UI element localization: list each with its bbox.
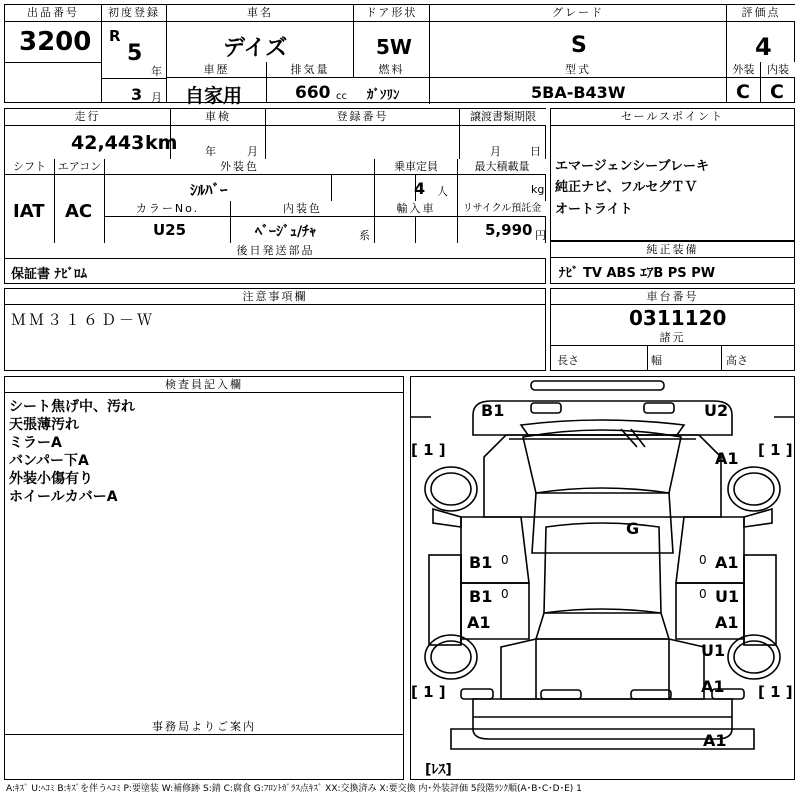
car-name-label: 車名 <box>167 5 354 22</box>
ext-score: C <box>736 81 750 103</box>
sales-point-3: オートライト <box>555 202 633 217</box>
sales-point-2: 純正ナビ、フルセグＴＶ <box>555 180 698 195</box>
tire-rear-left: [ 1 ] <box>411 683 446 701</box>
mark-zero-3: 0 <box>501 587 509 601</box>
model-code: 5BA-B43W <box>531 83 626 102</box>
damage-mark-a1-sill-right: A1 <box>715 613 739 632</box>
kg-unit: kg <box>531 183 545 196</box>
shift-label: シフト <box>5 159 55 175</box>
damage-mark-a1-sill-left: A1 <box>467 613 491 632</box>
chassis-number: 0311120 <box>629 306 727 330</box>
cc-unit: cc <box>336 91 347 102</box>
door-label: ドア形状 <box>354 5 430 22</box>
history-label: 車歴 <box>167 62 267 78</box>
displacement-label: 排気量 <box>267 62 354 78</box>
inspection-label: 車検 <box>171 109 266 126</box>
damage-mark-a1-bumper-rear: A1 <box>703 731 727 750</box>
capacity-label: 乗車定員 <box>375 159 458 175</box>
notes-label: 注意事項欄 <box>5 289 545 305</box>
height-label: 高さ <box>726 354 748 367</box>
ext-score-label: 外装 <box>727 62 761 78</box>
damage-mark-u2-front-right: U2 <box>704 401 729 420</box>
shift: IAT <box>13 201 45 222</box>
color-no-label: カラーNo. <box>105 201 231 217</box>
sales-points-label: セールスポイント <box>551 109 794 126</box>
inspector-note-1: シート焦げ中、汚れ <box>9 399 135 415</box>
year-unit: 年 <box>151 65 162 78</box>
inspector-note-4: バンパー下A <box>9 453 89 469</box>
person-unit: 人 <box>437 185 448 198</box>
damage-mark-b1-door-rear-left: B1 <box>469 587 493 606</box>
inspector-note-5: 外装小傷有り <box>9 471 93 487</box>
inspector-block <box>4 376 404 780</box>
spare-tire: [ﾚｽ] <box>425 762 452 778</box>
exterior-color: ｼﾙﾊﾞｰ <box>190 181 228 199</box>
air-conditioner: AC <box>65 201 93 222</box>
grade: S <box>571 33 587 58</box>
equipment-label: 純正装備 <box>551 242 794 258</box>
mileage: 42,443 <box>71 132 145 154</box>
damage-mark-a1-fender-right: A1 <box>715 449 739 468</box>
damage-mark-b1-door-front-left: B1 <box>469 553 493 572</box>
displacement: 660 <box>295 83 331 103</box>
notes: ＭＭ３１６Ｄ－Ｗ <box>11 311 156 329</box>
equipment: ﾅﾋﾞ TV ABS ｴｱB PS PW <box>559 266 716 281</box>
mark-zero-4: 0 <box>699 587 707 601</box>
width-label: 幅 <box>651 354 662 367</box>
later-parts-label: 後日発送部品 <box>5 243 546 259</box>
interior-color: ﾍﾞｰｼﾞｭ/ﾁｬ <box>255 224 317 240</box>
notes-block <box>4 288 546 371</box>
damage-legend: A:ｷｽﾞ U:ﾍｺﾐ B:ｷｽﾞを伴うﾍｺﾐ P:要塗装 W:補修跡 S:錆 C:腐食 G:ﾌﾛﾝﾄｶﾞﾗｽ点ｷｽﾞ XX:交換済み X:要交換 内･外装評価 5段階ﾗﾝｸ順(A･B･C･D･E) 1 <box>6 784 582 794</box>
office-label: 事務局よりご案内 <box>5 719 403 735</box>
load-label: 最大積載量 <box>458 159 546 175</box>
kei-unit: 系 <box>359 229 370 242</box>
chassis-label: 車台番号 <box>551 289 794 305</box>
score-label: 評価点 <box>727 5 795 22</box>
reg-month: 3 <box>131 85 143 104</box>
vehicle-details-block <box>4 108 546 284</box>
transfer-label: 譲渡書類期限 <box>460 109 546 126</box>
yen-unit: 円 <box>535 229 546 242</box>
fuel: ｶﾞｿﾘﾝ <box>367 88 400 103</box>
damage-mark-a1-rear-right: A1 <box>701 677 725 696</box>
int-color-label: 内装色 <box>231 201 375 217</box>
damage-mark-u1-quarter-right: U1 <box>701 641 726 660</box>
car-name: デイズ <box>223 36 288 61</box>
damage-mark-a1-door-front-right: A1 <box>715 553 739 572</box>
tire-rear-right: [ 1 ] <box>758 683 793 701</box>
recycle-label: リサイクル預託金 <box>458 201 546 217</box>
first-reg-label: 初度登録 <box>102 5 167 22</box>
sales-points-block <box>550 108 795 241</box>
sales-point-1: エマージェンシーブレーキ <box>555 159 709 174</box>
inspector-note-2: 天張薄汚れ <box>9 417 79 433</box>
color-number: U25 <box>153 221 187 239</box>
mark-zero-1: 0 <box>501 553 509 567</box>
insp-year-unit: 年 <box>205 145 216 158</box>
color-label: 外装色 <box>105 159 375 175</box>
plate-label: 登録番号 <box>266 109 460 126</box>
damage-mark-g-windshield: G <box>626 519 640 538</box>
damage-diagram <box>410 376 795 780</box>
reg-era: R <box>109 27 121 45</box>
car-outline <box>411 377 794 779</box>
km-unit: km <box>145 132 178 154</box>
later-parts: 保証書 ﾅﾋﾞﾛﾑ <box>11 267 88 282</box>
ac-label: エアコン <box>55 159 105 175</box>
door-type: 5W <box>376 35 412 59</box>
header-block <box>4 4 795 107</box>
mark-zero-2: 0 <box>699 553 707 567</box>
specs-label: 諸元 <box>551 330 794 346</box>
inspector-note-6: ホイールカバーA <box>9 489 118 505</box>
inspector-note-3: ミラーA <box>9 435 62 451</box>
import-label: 輸入車 <box>375 201 458 217</box>
int-score: C <box>770 81 784 103</box>
inspector-label: 検査員記入欄 <box>5 377 403 393</box>
insp-month-unit: 月 <box>247 145 258 158</box>
length-label: 長さ <box>557 354 579 367</box>
lot-no-label: 出品番号 <box>5 5 102 22</box>
mileage-label: 走行 <box>5 109 171 126</box>
int-score-label: 内装 <box>761 62 795 78</box>
equipment-block <box>550 241 795 284</box>
grade-label: グレード <box>430 5 727 22</box>
fuel-label: 燃料 <box>354 62 430 78</box>
damage-mark-b1-front-left: B1 <box>481 401 505 420</box>
recycle-fee: 5,990 <box>485 221 533 239</box>
tire-front-left: [ 1 ] <box>411 441 446 459</box>
transfer-day-unit: 日 <box>530 145 541 158</box>
transfer-month-unit: 月 <box>490 145 501 158</box>
overall-score: 4 <box>755 33 772 61</box>
capacity: 4 <box>414 179 426 198</box>
month-unit: 月 <box>151 91 162 104</box>
tire-front-right: [ 1 ] <box>758 441 793 459</box>
chassis-block <box>550 288 795 371</box>
car-history: 自家用 <box>185 85 243 107</box>
damage-mark-u1-door-rear-right: U1 <box>715 587 740 606</box>
model-label: 型式 <box>430 62 727 78</box>
reg-year: 5 <box>127 41 143 66</box>
lot-no: 3200 <box>19 27 92 57</box>
